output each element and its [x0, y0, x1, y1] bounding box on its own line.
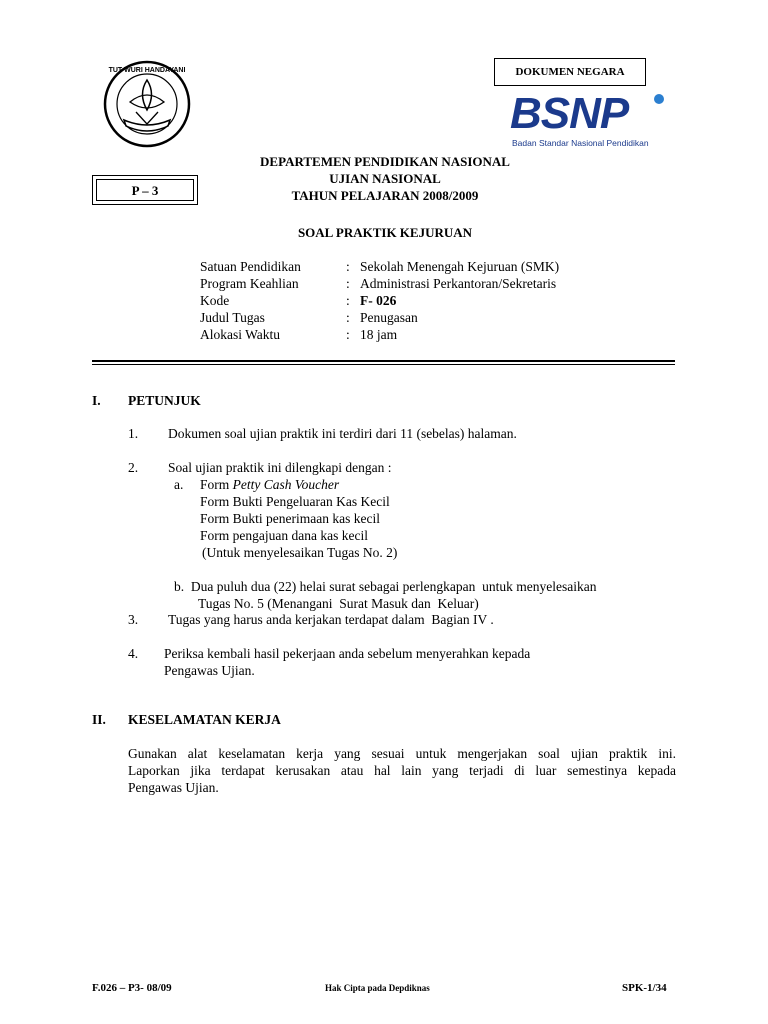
- document-classification-label: DOKUMEN NEGARA: [494, 58, 646, 86]
- ministry-title: DEPARTEMEN PENDIDIKAN NASIONAL: [260, 154, 510, 169]
- meta-label: Judul Tugas: [200, 310, 265, 325]
- sublist-item: [200, 476, 339, 493]
- bsnp-logo: [510, 89, 666, 152]
- meta-separator: :: [346, 310, 350, 325]
- meta-value: Administrasi Perkantoran/Sekretaris: [360, 276, 557, 291]
- meta-label: Program Keahlian: [200, 276, 299, 291]
- meta-separator: :: [346, 293, 350, 308]
- meta-label: Kode: [200, 293, 230, 308]
- list-number: 1.: [128, 426, 139, 441]
- meta-value: F- 026: [360, 293, 397, 308]
- sublist-item: (Untuk menyelesaikan Tugas No. 2): [202, 545, 398, 560]
- sublist-label: a.: [174, 477, 184, 492]
- meta-row: [200, 258, 559, 275]
- paragraph-line: Gunakan alat keselamatan kerja yang sesuai untuk mengerjakan soal ujian praktik ini.: [128, 746, 676, 761]
- packet-code: P – 3: [96, 179, 194, 201]
- sublist-item: Form pengajuan dana kas kecil: [200, 528, 368, 543]
- exam-title: UJIAN NASIONAL: [329, 171, 441, 186]
- sublist-item: Form Bukti penerimaan kas kecil: [200, 511, 380, 526]
- meta-row: [200, 292, 559, 309]
- list-number: 2.: [128, 460, 139, 475]
- meta-row: [200, 275, 559, 292]
- header-divider-thick: [92, 360, 675, 362]
- footer-copyright: Hak Cipta pada Depdiknas: [325, 983, 430, 993]
- bsnp-logo-mark: BSNP: [510, 89, 629, 138]
- meta-row: [200, 326, 559, 343]
- paragraph-line: Laporkan jika terdapat kerusakan atau hal lain yang terjadi di luar semestinya kepada: [128, 763, 676, 778]
- list-item: Pengawas Ujian.: [164, 663, 255, 678]
- list-item: Dokumen soal ujian praktik ini terdiri dari 11 (sebelas) halaman.: [168, 426, 517, 441]
- emblem-text: TUT WURI HANDAYANI: [108, 67, 186, 74]
- section-title: PETUNJUK: [128, 393, 201, 408]
- exam-metadata: [200, 258, 559, 343]
- sublist-item: Form Bukti Pengeluaran Kas Kecil: [200, 494, 390, 509]
- list-number: 4.: [128, 646, 139, 661]
- header-divider-thin: [92, 364, 675, 365]
- list-item: Tugas yang harus anda kerjakan terdapat dalam Bagian IV .: [168, 612, 494, 627]
- meta-value: 18 jam: [360, 327, 398, 342]
- footer-document-code: F.026 – P3- 08/09: [92, 982, 172, 994]
- meta-label: Alokasi Waktu: [200, 327, 281, 342]
- packet-code-box: [92, 175, 198, 205]
- tut-wuri-handayani-emblem-icon: [100, 58, 194, 158]
- form-prefix: Form: [200, 477, 233, 492]
- meta-separator: :: [346, 259, 350, 274]
- bsnp-dot-icon: [654, 94, 664, 104]
- meta-separator: :: [346, 276, 350, 291]
- section-title: KESELAMATAN KERJA: [128, 712, 281, 727]
- section-number: I.: [92, 393, 101, 408]
- section-number: II.: [92, 712, 106, 727]
- form-name-italic: Petty Cash Voucher: [232, 477, 340, 492]
- meta-value: Sekolah Menengah Kejuruan (SMK): [360, 259, 560, 274]
- meta-value: Penugasan: [360, 310, 418, 325]
- paragraph-line: Pengawas Ujian.: [128, 780, 219, 795]
- academic-year: TAHUN PELAJARAN 2008/2009: [291, 188, 479, 203]
- bsnp-caption: Badan Standar Nasional Pendidikan: [512, 138, 649, 148]
- list-item: Periksa kembali hasil pekerjaan anda sebelum menyerahkan kepada: [164, 646, 531, 661]
- list-item: Soal ujian praktik ini dilengkapi dengan :: [168, 460, 392, 475]
- sublist-item: b. Dua puluh dua (22) helai surat sebagai perlengkapan untuk menyelesaikan: [174, 579, 597, 594]
- list-number: 3.: [128, 612, 139, 627]
- meta-label: Satuan Pendidikan: [200, 259, 301, 274]
- meta-row: [200, 309, 559, 326]
- document-subtitle: SOAL PRAKTIK KEJURUAN: [297, 225, 473, 240]
- sublist-item: Tugas No. 5 (Menangani Surat Masuk dan Keluar): [198, 596, 479, 611]
- footer-page-number: SPK-1/34: [622, 982, 667, 994]
- meta-separator: :: [346, 327, 350, 342]
